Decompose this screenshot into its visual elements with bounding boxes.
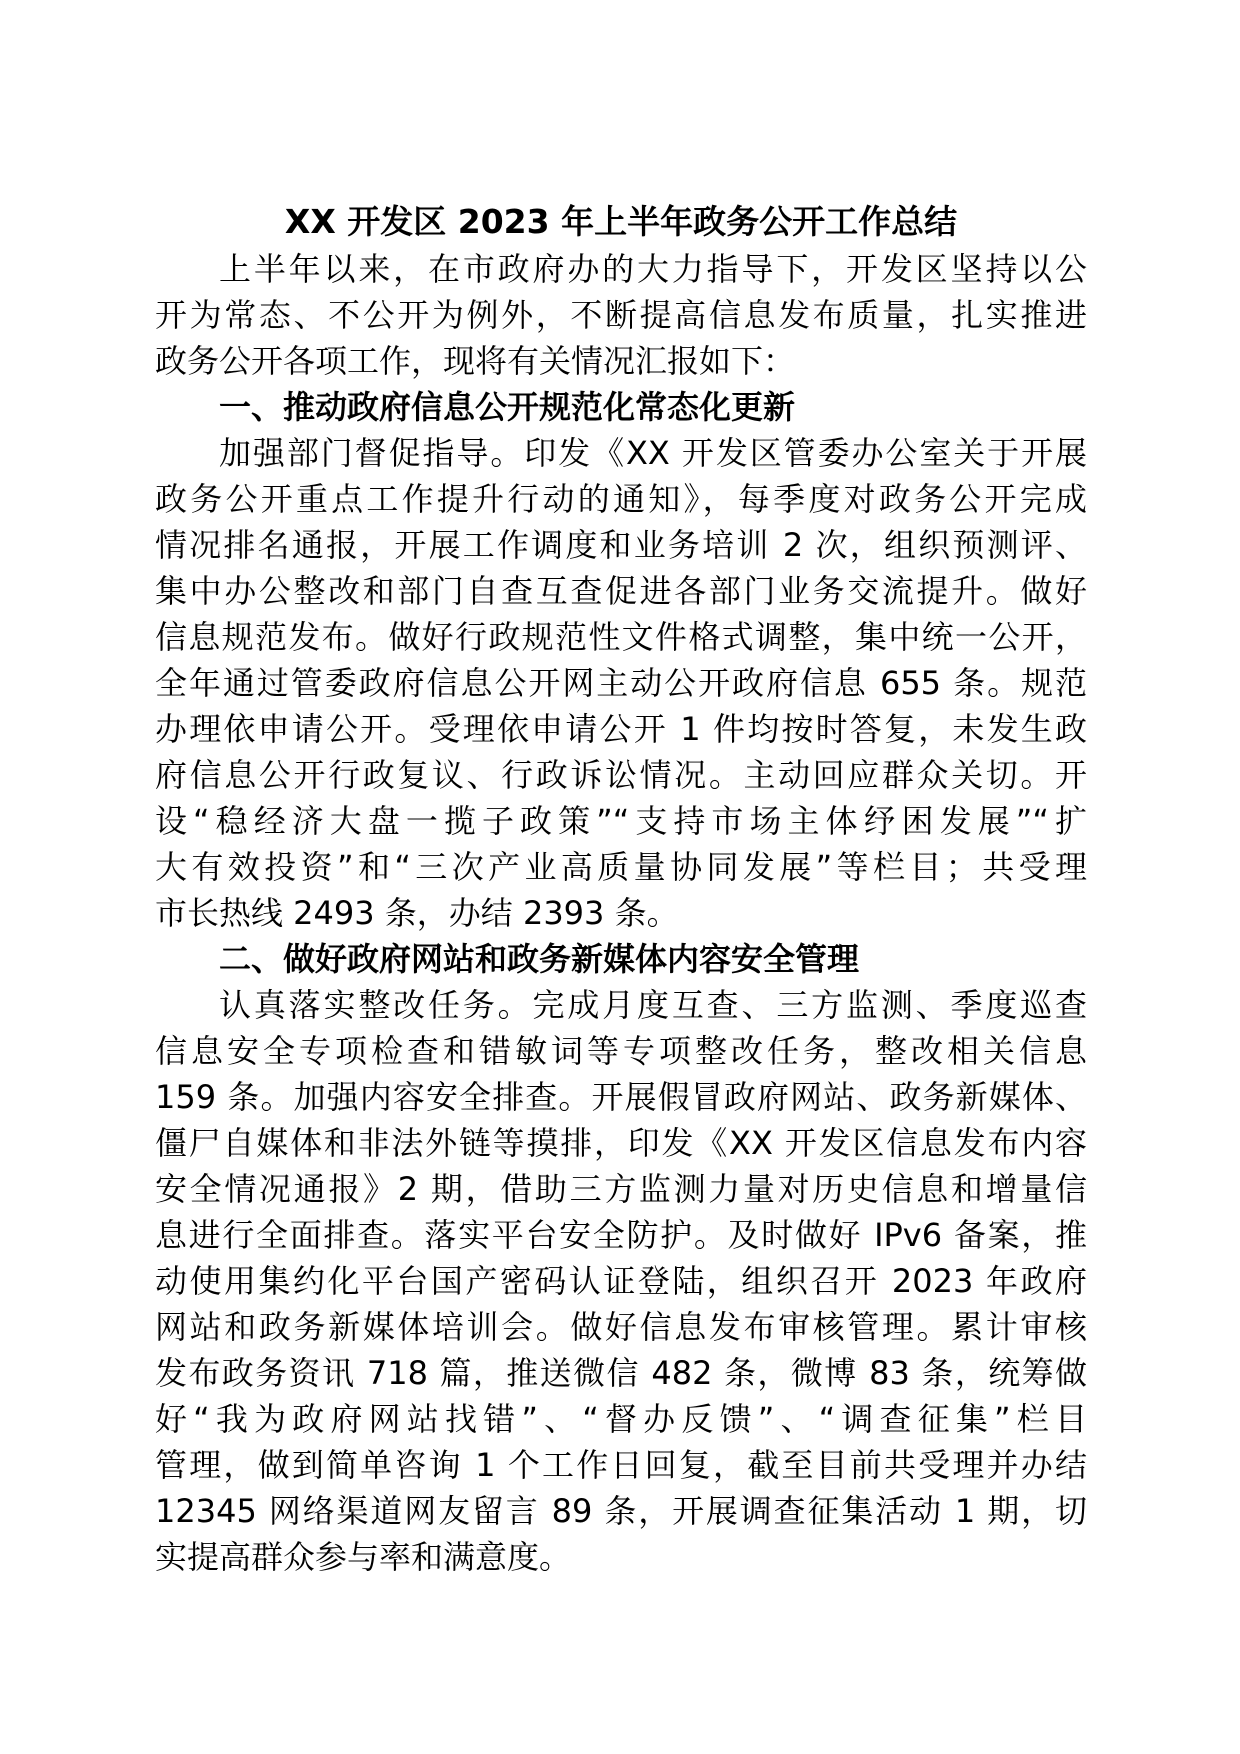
text-line: 政务公开各项工作，现将有关情况汇报如下： — [155, 342, 796, 380]
text-line: 开为常态、不公开为例外，不断提高信息发布质量，扎实推进 — [155, 296, 1087, 334]
section-1-paragraph — [155, 430, 1087, 936]
section-2-paragraph — [155, 982, 1087, 1580]
text-line: 12345 网络渠道网友留言 89 条，开展调查征集活动 1 期，切 — [155, 1492, 1087, 1530]
text-line: 息进行全面排查。落实平台安全防护。及时做好 IPv6 备案，推 — [155, 1216, 1087, 1254]
text-line: 网站和政务新媒体培训会。做好信息发布审核管理。累计审核 — [155, 1308, 1087, 1346]
section-1-heading: 一、推动政府信息公开规范化常态化更新 — [219, 388, 796, 426]
text-line: 信息安全专项检查和错敏词等专项整改任务，整改相关信息 — [155, 1032, 1087, 1070]
text-line: 安全情况通报》2 期，借助三方监测力量对历史信息和增量信 — [155, 1170, 1087, 1208]
text-line: 好“我为政府网站找错”、“督办反馈”、“调查征集”栏目 — [155, 1400, 1087, 1438]
text-line: 159 条。加强内容安全排查。开展假冒政府网站、政务新媒体、 — [155, 1078, 1087, 1116]
text-line: 实提高群众参与率和满意度。 — [155, 1538, 572, 1576]
text-line: 市长热线 2493 条，办结 2393 条。 — [155, 894, 679, 932]
section-2-heading: 二、做好政府网站和政务新媒体内容安全管理 — [219, 940, 860, 978]
text-line: 办理依申请公开。受理依申请公开 1 件均按时答复，未发生政 — [155, 710, 1087, 748]
text-line: 僵尸自媒体和非法外链等摸排，印发《XX 开发区信息发布内容 — [155, 1124, 1087, 1162]
text-line: 上半年以来，在市政府办的大力指导下，开发区坚持以公 — [219, 250, 1087, 288]
text-line: 信息规范发布。做好行政规范性文件格式调整，集中统一公开， — [155, 618, 1087, 656]
text-line: 集中办公整改和部门自查互查促进各部门业务交流提升。做好 — [155, 572, 1087, 610]
text-line: 府信息公开行政复议、行政诉讼情况。主动回应群众关切。开 — [155, 756, 1087, 794]
text-line: 设“稳经济大盘一揽子政策”“支持市场主体纾困发展”“扩 — [155, 802, 1087, 840]
text-line: 情况排名通报，开展工作调度和业务培训 2 次，组织预测评、 — [155, 526, 1087, 564]
text-line: 加强部门督促指导。印发《XX 开发区管委办公室关于开展 — [219, 434, 1087, 472]
text-line: 大有效投资”和“三次产业高质量协同发展”等栏目；共受理 — [155, 848, 1087, 886]
text-line: 发布政务资讯 718 篇，推送微信 482 条，微博 83 条，统筹做 — [155, 1354, 1087, 1392]
text-line: 认真落实整改任务。完成月度互查、三方监测、季度巡查 — [219, 986, 1087, 1024]
text-line: 全年通过管委政府信息公开网主动公开政府信息 655 条。规范 — [155, 664, 1087, 702]
text-line: 管理，做到简单咨询 1 个工作日回复，截至目前共受理并办结 — [155, 1446, 1087, 1484]
text-line: 动使用集约化平台国产密码认证登陆，组织召开 2023 年政府 — [155, 1262, 1087, 1300]
document-title: XX 开发区 2023 年上半年政务公开工作总结 — [284, 202, 958, 241]
document-page — [155, 198, 1087, 1580]
text-line: 政务公开重点工作提升行动的通知》，每季度对政务公开完成 — [155, 480, 1087, 518]
intro-paragraph — [155, 246, 1087, 384]
